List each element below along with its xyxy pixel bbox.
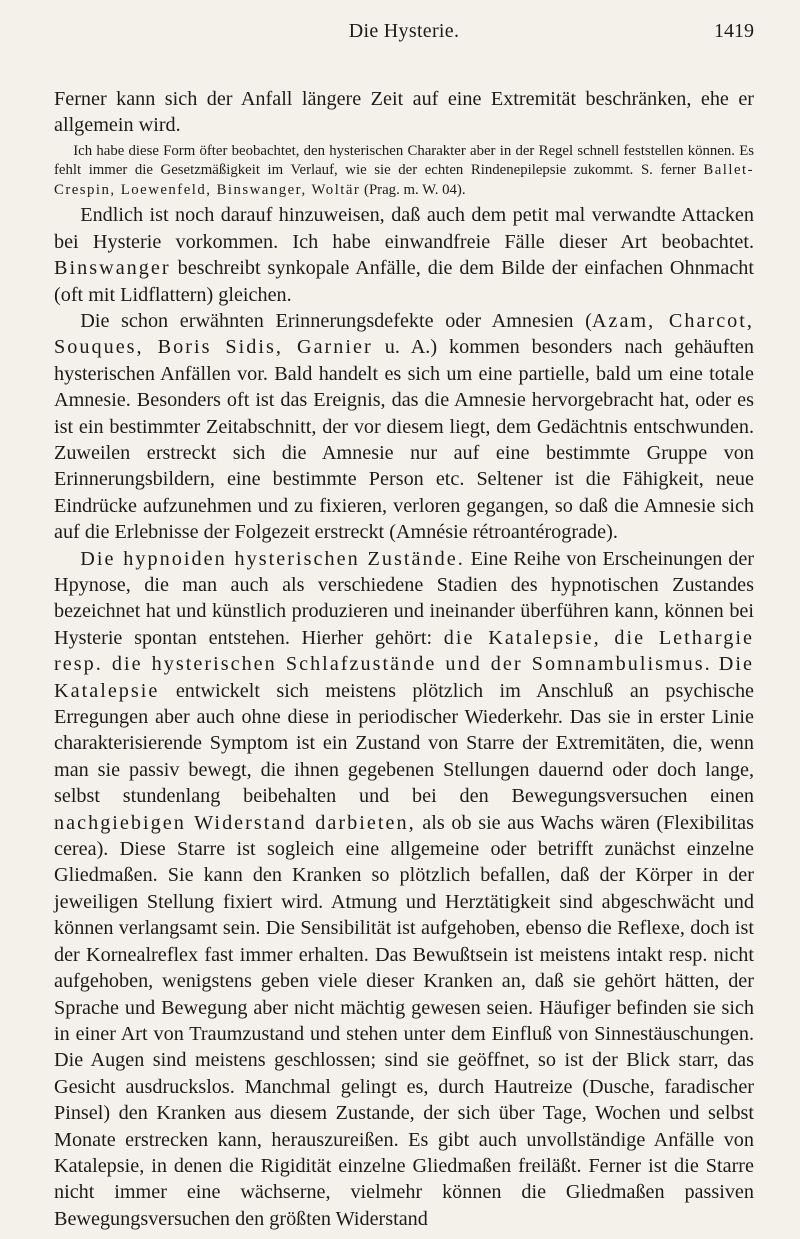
paragraph-text: als ob sie aus Wachs wären (Flexibilitas cerea). Diese Starre ist sogleich eine allgemeine oder betrifft zunächst einzelne Gliedmaßen. Sie kann den Kranken so plötzlich befallen, daß der Körper in der jeweiligen Stellung fixiert wird. Atmung und Herztätigkeit sind abgeschwächt und können verlangsamt sein. Die Sensibilität ist aufgehoben, ebenso die Reflexe, doch ist der Kornealreflex fast immer erhalten. Das Bewußtsein ist meistens intakt resp. nicht aufgehoben, wenigstens geben viele dieser Kranken an, daß sie gehört hätten, der Sprache und Bewegung aber nicht mächtig gewesen seien. Häufiger befinden sie sich in einer Art von Traumzustand und stehen unter dem Einfluß von Sinnestäuschungen. Die Augen sind meistens geschlossen; sind sie geöffnet, so ist der Blick starr, das Gesicht ausdruckslos. Manchmal gelingt es, durch Hautreize (Dusche, faradischer Pinsel) den Kranken aus diesem Zustande, der sich über Tage, Wochen und selbst Monate erstrecken kann, herauszureißen. Es gibt auch unvollständige Anfälle von Katalepsie, in denen die Rigidität einzelne Gliedmaßen freiläßt. Ferner ist die Starre nicht immer eine wächserne, vielmehr können die Gliedmaßen passiven Bewegungsversuchen den größten Widerstand bbox=[54, 811, 754, 1230]
spaced-emphasis-text: nachgiebigen Widerstand darbieten, bbox=[54, 811, 416, 834]
paragraph-text: Ich habe diese Form öfter beobachtet, den hysterischen Charakter aber in der Regel schnell feststellen können. Es fehlt immer die Gesetzmäßigkeit im Verlauf, wie sie der echten Rindenepilepsie zukommt. S. ferner bbox=[54, 142, 754, 179]
running-title: Die Hysterie. bbox=[348, 20, 460, 42]
paragraph-text: Ferner kann sich der Anfall längere Zeit auf eine Extremität beschränken, ehe er allgemein wird. bbox=[54, 88, 754, 137]
spaced-emphasis-text: Die hypnoiden hysterischen Zustände. bbox=[80, 547, 465, 570]
paragraph-text: (Prag. m. W. 04). bbox=[360, 181, 466, 198]
paragraph-text: u. A.) kommen besonders nach gehäuften hysterischen Anfällen vor. Bald handelt es sich um eine partielle, bald um eine totale Amnesie. Besonders oft ist das Ereignis, das die Amnesie hervorgebracht hat, oder es ist ein bestimmter Zeitabschnitt, der vor diesem liegt, dem Gedächtnis entschwunden. Zuweilen erstreckt sich die Amnesie nur auf eine bestimmte Gruppe von Erinnerungsbildern, eine bestimmte Person etc. Seltener ist die Fähigkeit, neue Eindrücke aufzunehmen und zu fixieren, verloren gegangen, so daß die Amnesie sich auf die Erlebnisse der Folgezeit erstreckt (Amnésie rétroantérograde). bbox=[54, 336, 754, 544]
body-paragraph bbox=[54, 86, 754, 139]
paragraph-text bbox=[712, 653, 719, 675]
paragraph-text: Die schon erwähnten Erinnerungsdefekte oder Amnesien ( bbox=[80, 309, 592, 332]
paragraph-text: Endlich ist noch darauf hinzuweisen, daß auch dem petit mal verwandte Attacken bei Hysterie vorkommen. Ich habe einwandfreie Fälle dieser Art beobachtet. bbox=[54, 204, 754, 253]
paragraph-text: beschreibt synkopale Anfälle, die dem Bilde der einfachen Ohnmacht (oft mit Lidflattern) gleichen. bbox=[54, 257, 754, 306]
page-number: 1419 bbox=[714, 20, 754, 42]
footnote-paragraph bbox=[54, 142, 754, 201]
running-header bbox=[54, 0, 754, 52]
spaced-emphasis-text: Die Katalepsie bbox=[54, 653, 755, 702]
body-paragraph bbox=[54, 308, 754, 546]
body-paragraph bbox=[54, 546, 754, 1233]
body-paragraph bbox=[54, 202, 754, 308]
spaced-emphasis-text: Ballet-Crespin, Loewenfeld, Binswanger, Woltär bbox=[54, 162, 754, 198]
spaced-emphasis-text: die Katalepsie, die Lethargie resp. die hysterischen Schlafzustände und der Somnambulismus. bbox=[54, 626, 754, 676]
body-text bbox=[54, 86, 754, 1232]
paragraph-text: Eine Reihe von Erscheinungen der Hpynose, die man auch als verschiedene Stadien des hypnotischen Zustandes bezeichnet hat und künstlich produzieren und ineinander überführen kann, können bei Hysterie spontan entstehen. Hierher gehört: bbox=[54, 547, 755, 649]
spaced-emphasis-text: Azam, Charcot, Souques, Boris Sidis, Garnier bbox=[54, 309, 754, 359]
spaced-emphasis-text: Binswanger bbox=[54, 257, 171, 280]
paragraph-text: entwickelt sich meistens plötzlich im Anschluß an psychische Erregungen aber auch ohne diese in periodischer Wiederkehr. Das sie in erster Linie charakterisierende Symptom ist ein Zustand von Starre der Extremitäten, die, wenn man sie passiv bewegt, die ihnen gegebenen Stellungen dauernd oder doch lange, selbst stundenlang beibehalten und bei den Bewegungsversuchen einen bbox=[54, 679, 754, 808]
